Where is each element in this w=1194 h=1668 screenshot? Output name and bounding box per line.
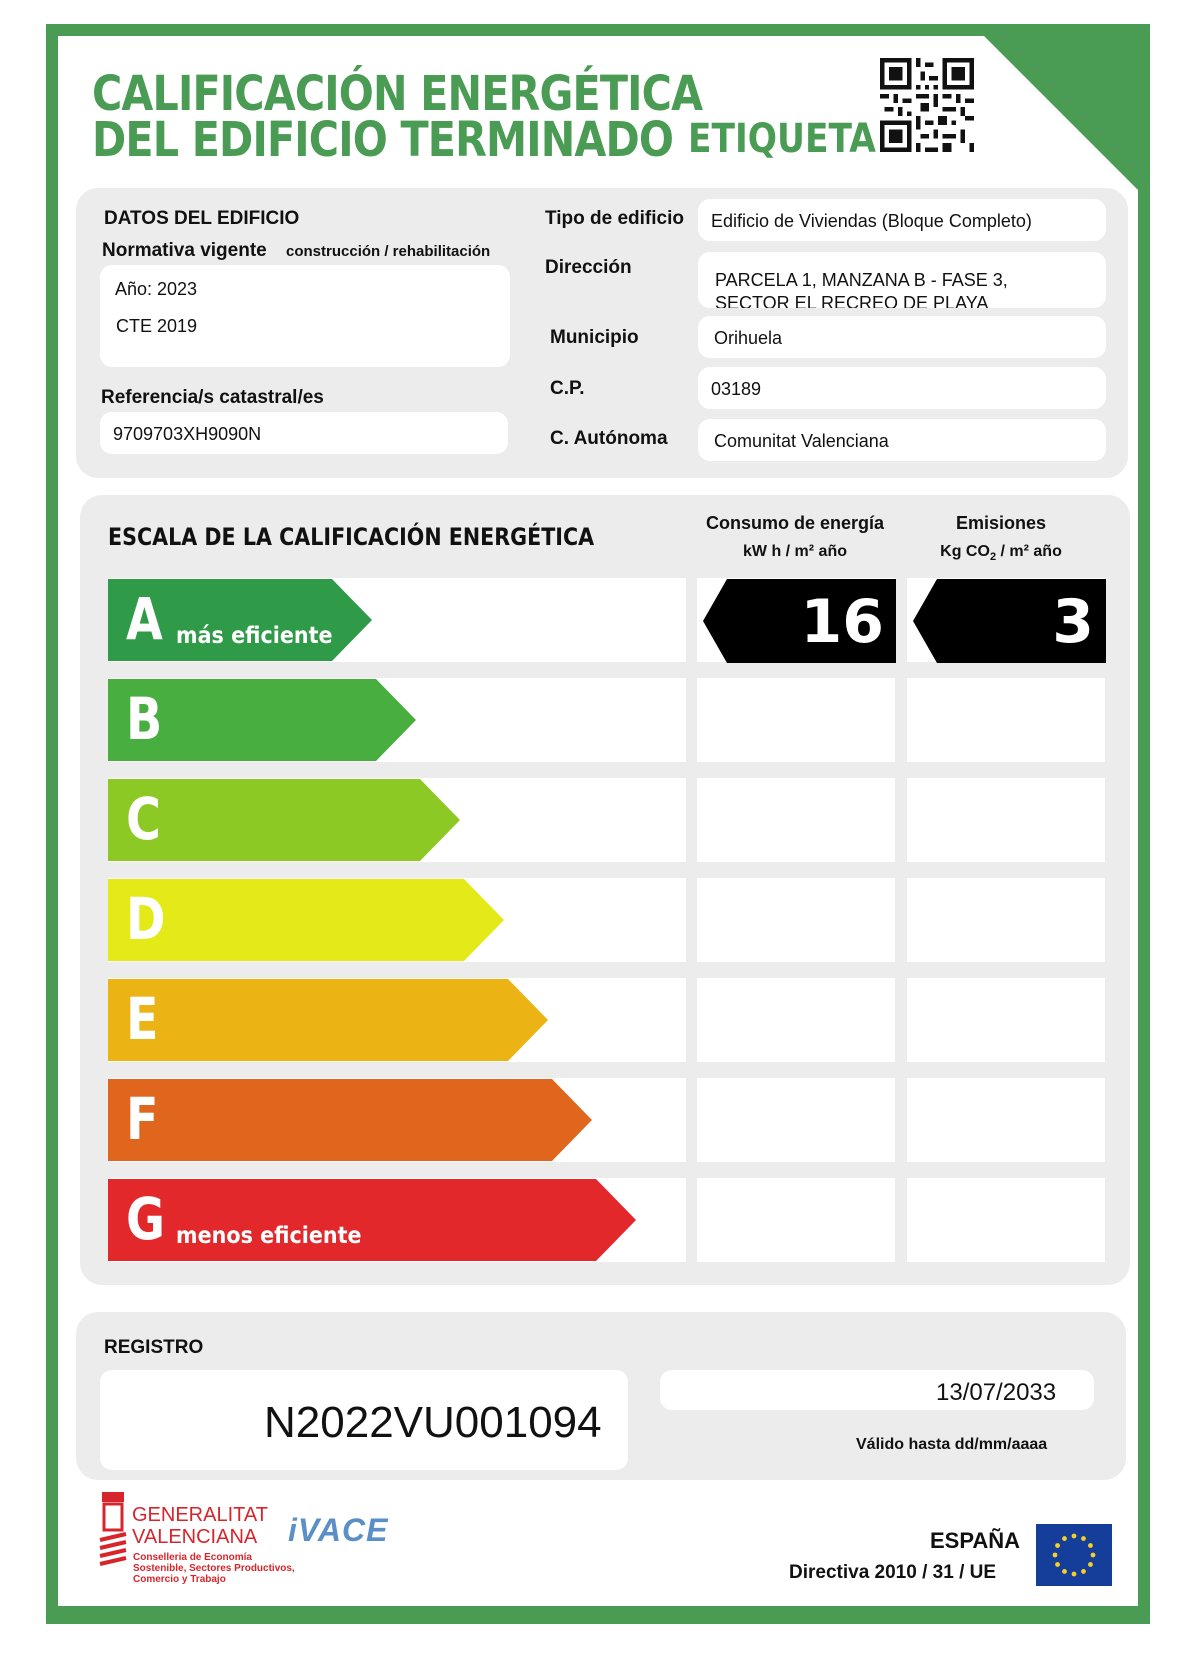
normativa-label: Normativa vigente [102,240,267,261]
corner-triangle [982,34,1142,194]
eu-star [1072,1534,1077,1539]
scale-arrow-shape [108,879,504,961]
direccion-line-1: PARCELA 1, MANZANA B - FASE 3, [715,270,1008,290]
title-line-2: DEL EDIFICIO TERMINADO [92,112,674,168]
emisiones-cell [907,878,1105,962]
direccion-box [698,252,1106,308]
consumo-cell [697,878,895,962]
scale-arrow-e [108,979,548,1061]
country-label: ESPAÑA [930,1528,1021,1553]
scale-arrow-d [108,879,504,961]
scale-letter: F [126,1085,159,1153]
emisiones-unit-sub: 2 [989,551,997,564]
generalitat-crest-icon [98,1490,128,1570]
consumo-value-number: 16 [800,587,884,657]
scale-sub-label: menos eficiente [176,1223,362,1249]
eu-star [1055,1562,1060,1567]
eu-star [1053,1553,1058,1558]
consumo-cell [697,778,895,862]
municipio-label: Municipio [550,327,639,348]
label-type: ETIQUETA [688,116,876,162]
emisiones-cell [907,1078,1105,1162]
gv-sub-1: Conselleria de Economía [133,1552,252,1563]
emisiones-value-number: 3 [1052,587,1094,657]
eu-flag-icon [1036,1524,1112,1586]
scale-arrow-shape [108,1079,592,1161]
eu-star [1062,1536,1067,1541]
qr-code-icon[interactable] [880,58,974,152]
direccion-line-2: SECTOR EL RECREO DE PLAYA [715,293,989,308]
eu-star [1055,1543,1060,1548]
scale-letter: B [126,685,163,753]
tipo-label: Tipo de edificio [545,208,684,229]
eu-star [1081,1536,1086,1541]
emisiones-cell [907,778,1105,862]
gv-line-2: VALENCIANA [132,1526,258,1548]
scale-letter: E [126,985,159,1053]
consumo-unit: kW h / m² año [743,543,847,560]
scale-sub-label: más eficiente [176,623,333,649]
eu-star [1072,1572,1077,1577]
scale-letter: A [126,585,163,653]
emisiones-unit [902,543,1100,563]
emisiones-unit-prefix: Kg CO [940,543,990,560]
scale-arrow-f [108,1079,592,1161]
scale-letter: G [126,1185,166,1253]
scale-arrow-shape [108,979,548,1061]
cp-label: C.P. [550,378,585,399]
registro-number: N2022VU001094 [264,1398,602,1447]
tipo-value: Edificio de Viviendas (Bloque Completo) [711,211,1032,231]
consumo-cell [697,978,895,1062]
scale-letter: C [126,785,161,853]
gv-line-1: GENERALITAT [132,1504,268,1526]
catastral-label: Referencia/s catastral/es [101,387,324,408]
cp-value: 03189 [711,379,762,399]
direccion-label: Dirección [545,257,632,278]
eu-star [1088,1562,1093,1567]
emisiones-cell [907,678,1105,762]
normativa-cte: CTE 2019 [116,316,198,336]
directive-label: Directiva 2010 / 31 / UE [789,1562,997,1583]
municipio-value: Orihuela [714,328,783,348]
eu-star [1091,1553,1096,1558]
registro-date: 13/07/2033 [936,1379,1057,1406]
normativa-sub-label: construcción / rehabilitación [286,243,491,260]
normativa-year: Año: 2023 [115,279,198,299]
gv-sub-2: Sostenible, Sectores Productivos, [133,1563,295,1574]
emisiones-cell [907,1178,1105,1262]
eu-star [1081,1569,1086,1574]
gv-sub-3: Comercio y Trabajo [133,1574,226,1585]
consumo-cell [697,678,895,762]
autonoma-label: C. Autónoma [550,428,668,449]
emisiones-unit-suffix: / m² año [996,543,1062,560]
consumo-header: Consumo de energía [705,513,885,533]
valid-until-label: Válido hasta dd/mm/aaaa [856,1436,1048,1453]
emisiones-header: Emisiones [955,513,1047,533]
consumo-cell [697,1178,895,1262]
registro-label: REGISTRO [104,1337,204,1358]
building-section-title: DATOS DEL EDIFICIO [104,208,300,229]
eu-star [1088,1543,1093,1548]
scale-letter: D [126,885,166,953]
scale-title: ESCALA DE LA CALIFICACIÓN ENERGÉTICA [108,523,595,551]
catastral-value: 9709703XH9090N [113,424,262,444]
ivace-logo: iVACE [288,1512,389,1548]
emisiones-cell [907,978,1105,1062]
autonoma-value: Comunitat Valenciana [714,431,889,451]
eu-star [1062,1569,1067,1574]
title-line-1: CALIFICACIÓN ENERGÉTICA [92,66,703,122]
consumo-cell [697,1078,895,1162]
